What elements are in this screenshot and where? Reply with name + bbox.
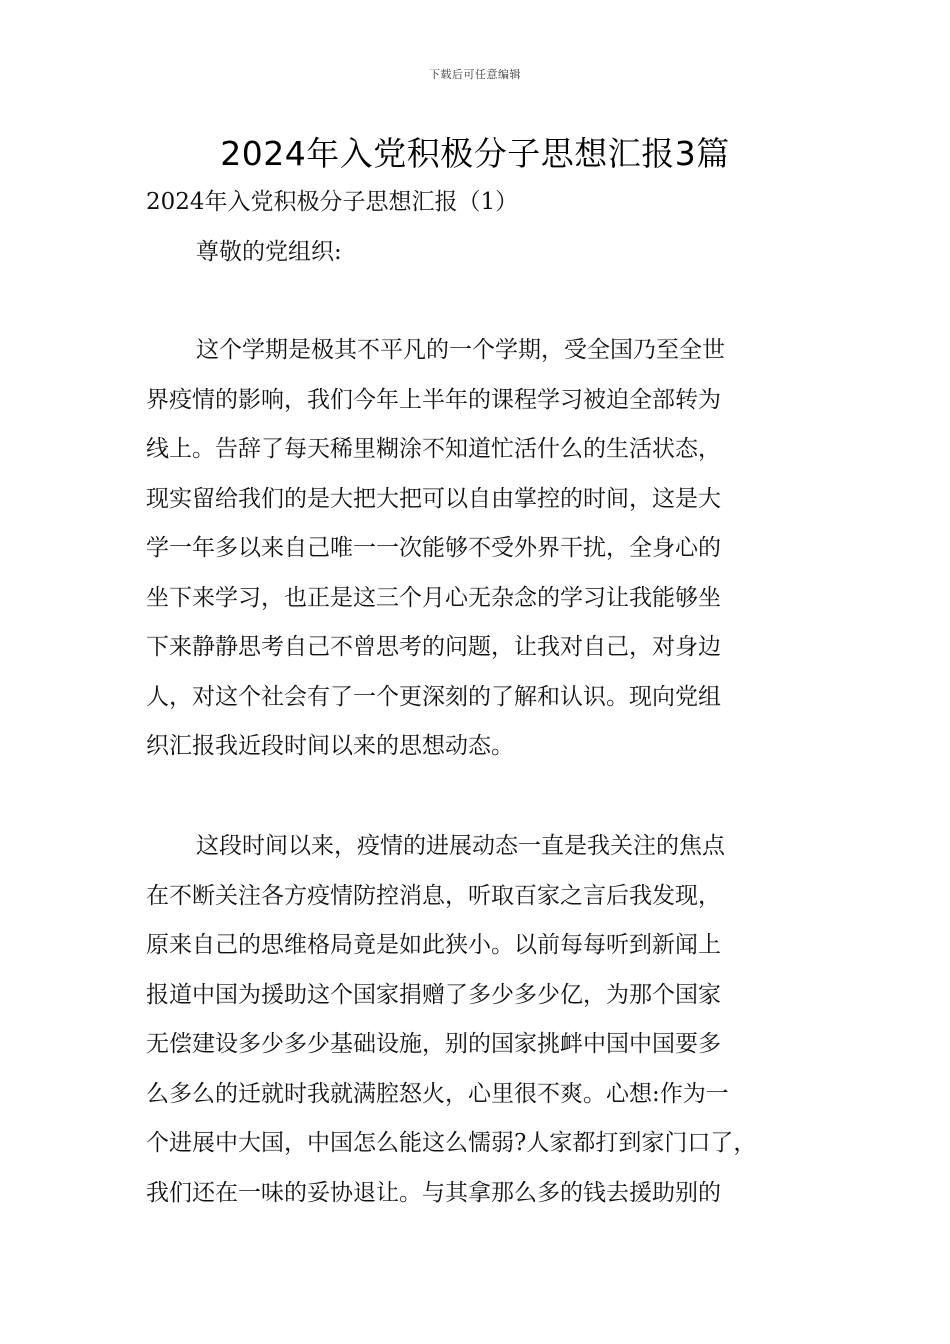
section-heading: 2024年入党积极分子思想汇报（1） [146,189,519,215]
paragraph-line: 原来自己的思维格局竟是如此狭小。以前每每听到新闻上 [146,932,721,958]
salutation: 尊敬的党组织: [196,239,342,265]
paragraph-line: 无偿建设多少多少基础设施，别的国家挑衅中国中国要多 [146,1031,721,1057]
paragraph-line: 下来静静思考自己不曾思考的问题，让我对自己，对身边 [146,634,721,660]
paragraph-line: 人，对这个社会有了一个更深刻的了解和认识。现向党组 [146,683,721,710]
paragraph-line: 界疫情的影响，我们今年上半年的课程学习被迫全部转为 [146,386,721,413]
paragraph-line: 我们还在一味的妥协退让。与其拿那么多的钱去援助别的 [146,1179,721,1206]
paragraph-line: 这段时间以来，疫情的进展动态一直是我关注的焦点 [196,833,725,859]
paragraph-2 [146,822,816,1218]
paragraph-1 [146,326,816,772]
document-title: 2024年入党积极分子思想汇报3篇 [220,134,730,173]
paragraph-line: 在不断关注各方疫情防控消息，听取百家之言后我发现， [146,882,721,909]
paragraph-line: 报道中国为援助这个国家捐赠了多少多少亿，为那个国家 [146,981,721,1008]
header-note: 下载后可任意编辑 [429,68,521,81]
paragraph-line: 现实留给我们的是大把大把可以自由掌控的时间，这是大 [146,485,721,512]
paragraph-line: 织汇报我近段时间以来的思想动态。 [146,733,514,759]
paragraph-line: 么多么的迁就时我就满腔怒火，心里很不爽。心想:作为一 [146,1080,729,1107]
paragraph-line: 坐下来学习，也正是这三个月心无杂念的学习让我能够坐 [146,584,721,611]
paragraph-line: 个进展中大国，中国怎么能这么懦弱?人家都打到家门口了， [146,1130,757,1156]
paragraph-line: 线上。告辞了每天稀里糊涂不知道忙活什么的生活状态， [146,436,721,462]
paragraph-line: 这个学期是极其不平凡的一个学期，受全国乃至全世 [196,337,725,363]
paragraph-line: 学一年多以来自己唯一一次能够不受外界干扰，全身心的 [146,535,721,561]
